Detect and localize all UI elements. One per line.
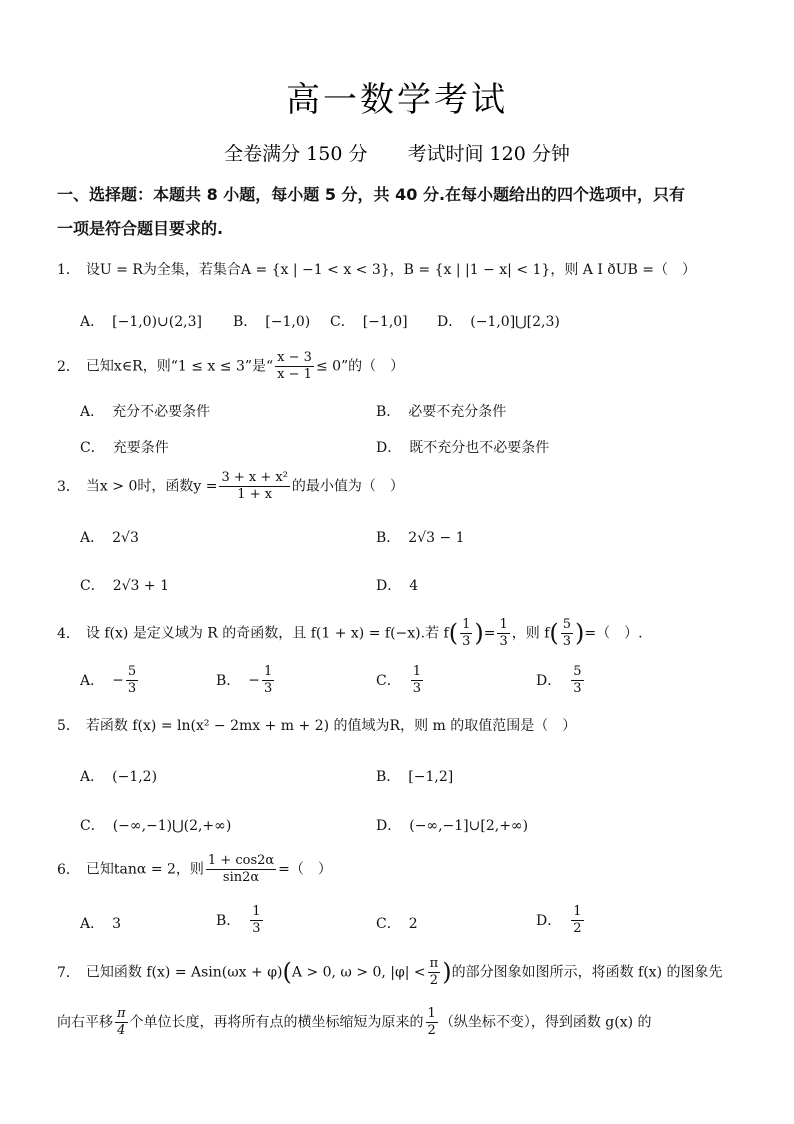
option-letter: C． — [80, 578, 105, 594]
option-letter: C． — [330, 314, 355, 330]
option-letter: A． — [80, 916, 105, 932]
fraction-numerator: x − 3 — [277, 350, 312, 365]
option-c[interactable] — [80, 437, 169, 457]
fraction — [561, 617, 573, 650]
question-stem-part: =（ ）. — [584, 625, 643, 642]
fraction-numerator: 3 + x + x² — [221, 470, 288, 485]
question-number: 5． — [57, 718, 80, 734]
option-text: (−∞,−1)⋃(2,+∞) — [112, 818, 232, 834]
paren: ) — [474, 619, 484, 648]
fraction-denominator: 3 — [412, 681, 421, 696]
fraction-numerator: 1 — [573, 904, 582, 919]
fraction — [428, 956, 441, 989]
fraction-denominator: 1 + x — [237, 487, 273, 502]
option-d[interactable] — [376, 575, 418, 595]
option-c[interactable] — [376, 664, 425, 697]
fraction-numerator: 1 — [499, 617, 508, 632]
question-number: 1． — [57, 262, 80, 278]
section-heading — [57, 178, 747, 246]
fraction — [275, 350, 314, 383]
option-a[interactable] — [80, 766, 157, 786]
option-text: (−1,0]⋃[2,3) — [470, 314, 560, 330]
fraction-numerator: 5 — [127, 664, 137, 679]
option-letter: D． — [376, 818, 402, 834]
question-number: 4． — [57, 625, 80, 642]
question-7 — [57, 956, 747, 989]
option-c[interactable] — [80, 575, 169, 595]
option-letter: A． — [80, 769, 105, 785]
option-b[interactable] — [376, 766, 453, 786]
option-text: 充要条件 — [112, 440, 169, 456]
question-7-line2 — [57, 1006, 747, 1039]
fraction-denominator: 2 — [427, 1023, 436, 1038]
option-letter: B． — [216, 672, 241, 689]
option-b[interactable] — [216, 664, 276, 697]
page-title: 高一数学考试 — [286, 80, 508, 120]
option-c[interactable] — [330, 311, 408, 331]
full-score-text: 全卷满分 150 分 — [224, 143, 368, 165]
option-letter: A． — [80, 404, 105, 420]
option-b[interactable] — [376, 401, 506, 421]
question-number: 7． — [57, 964, 80, 981]
question-number: 2． — [57, 358, 80, 375]
question-stem-part: 已知函数 f(x) = Asin(ωx + φ) — [85, 964, 283, 981]
fraction-denominator: sin2α — [222, 870, 260, 885]
question-number: 6． — [57, 861, 80, 878]
question-stem-part: 已知tanα = 2，则 — [85, 861, 204, 878]
question-stem-part: 当x > 0时，函数y = — [85, 478, 218, 495]
option-d[interactable] — [536, 664, 586, 697]
paren: ) — [575, 619, 585, 648]
fraction-denominator: 3 — [499, 634, 508, 649]
fraction-numerator: 1 — [264, 664, 273, 679]
option-a[interactable] — [80, 311, 202, 331]
option-a[interactable] — [80, 527, 139, 547]
fraction — [262, 664, 274, 697]
question-3 — [57, 470, 747, 503]
fraction-denominator: 3 — [127, 681, 137, 696]
exam-info — [0, 139, 794, 166]
option-letter: D． — [376, 578, 402, 594]
option-b[interactable] — [233, 311, 310, 331]
fraction — [115, 1006, 128, 1039]
option-letter: B． — [376, 530, 401, 546]
fraction-numerator: 5 — [573, 664, 582, 679]
option-d[interactable] — [376, 437, 549, 457]
fraction-numerator: 1 — [252, 904, 261, 919]
paren: ( — [282, 958, 292, 987]
option-letter: C． — [376, 916, 401, 932]
fraction — [206, 853, 276, 886]
question-stem: 若函数 f(x) = ln(x² − 2mx + m + 2) 的值域为R，则 m 的取值范围是（ ） — [85, 718, 577, 734]
fraction-numerator: π — [117, 1006, 126, 1021]
option-a[interactable] — [80, 913, 121, 933]
option-text: 2√3 + 1 — [112, 578, 169, 594]
question-stem-part: ≤ 0”的（ ） — [315, 358, 405, 375]
option-letter: A． — [80, 530, 105, 546]
fraction-denominator: x − 1 — [277, 367, 312, 382]
fraction-denominator: 3 — [252, 921, 261, 936]
section-heading-line1: 一、选择题：本题共 8 小题，每小题 5 分，共 40 分.在每小题给出的四个选项中，只有 — [57, 185, 686, 204]
fraction-denominator: 3 — [462, 634, 471, 649]
option-text: [−1,0) — [265, 314, 311, 330]
option-text: [−1,0)∪(2,3] — [112, 314, 202, 330]
fraction-numerator: 1 — [427, 1006, 436, 1021]
option-text: [−1,0] — [362, 314, 408, 330]
question-6 — [57, 853, 747, 886]
option-text: 充分不必要条件 — [112, 404, 211, 420]
fraction — [571, 664, 583, 697]
fraction — [126, 664, 138, 697]
option-d[interactable] — [376, 815, 528, 835]
question-1 — [57, 262, 747, 279]
option-c[interactable] — [80, 815, 231, 835]
fraction — [411, 664, 423, 697]
option-c[interactable] — [376, 913, 418, 933]
fraction — [460, 617, 472, 650]
option-letter: B． — [233, 314, 258, 330]
fraction — [571, 904, 583, 937]
fraction-numerator: 1 + cos2α — [207, 853, 275, 868]
paren: ) — [442, 958, 452, 987]
exam-time-text: 考试时间 120 分钟 — [407, 143, 570, 165]
option-text: (−∞,−1]∪[2,+∞) — [409, 818, 529, 834]
question-stem-part: 个单位长度，再将所有点的横坐标缩短为原来的 — [129, 1014, 424, 1031]
option-text: 2 — [408, 916, 418, 932]
option-letter: C． — [80, 440, 105, 456]
fraction-denominator: 4 — [117, 1023, 126, 1038]
paren: ( — [448, 619, 459, 648]
fraction-denominator: 2 — [429, 973, 439, 988]
option-text: 2√3 — [112, 530, 139, 546]
fraction — [497, 617, 509, 650]
option-letter: A． — [80, 314, 105, 330]
fraction — [426, 1006, 438, 1039]
option-letter: D． — [376, 440, 402, 456]
option-letter: C． — [376, 672, 401, 689]
question-4 — [57, 617, 747, 650]
question-stem-part: = — [483, 625, 496, 642]
question-stem-part: ，则 f — [511, 625, 550, 642]
fraction-denominator: 2 — [573, 921, 582, 936]
section-heading-line2: 一项是符合题目要求的. — [57, 219, 224, 238]
paren: ( — [549, 619, 559, 648]
fraction — [219, 470, 289, 503]
option-text: 必要不充分条件 — [408, 404, 507, 420]
option-letter: C． — [80, 818, 105, 834]
option-b[interactable] — [216, 904, 265, 937]
fraction-denominator: 3 — [573, 681, 582, 696]
option-d[interactable] — [437, 311, 560, 331]
option-letter: B． — [376, 404, 401, 420]
option-sign: − — [112, 672, 124, 689]
option-text: 2√3 − 1 — [408, 530, 465, 546]
question-stem-part: 向右平移 — [57, 1014, 113, 1031]
question-stem-part: 的最小值为（ ） — [291, 478, 404, 495]
question-number: 3． — [57, 478, 80, 495]
option-text: 4 — [409, 578, 419, 594]
question-stem-part: 设 f(x) 是定义域为 R 的奇函数，且 f(1 + x) = f(−x).若 f — [85, 625, 449, 642]
option-b[interactable] — [376, 527, 465, 547]
option-letter: D． — [437, 314, 463, 330]
option-text: (−1,2) — [112, 769, 158, 785]
option-letter: D． — [536, 672, 562, 689]
option-letter: A． — [80, 672, 105, 689]
question-stem-part: 已知x∈R，则“1 ≤ x ≤ 3”是“ — [85, 358, 274, 375]
option-letter: D． — [536, 912, 562, 929]
option-letter: B． — [216, 912, 241, 929]
question-stem-part: =（ ） — [278, 861, 332, 878]
option-a[interactable] — [80, 664, 140, 697]
option-letter: B． — [376, 769, 401, 785]
option-text: 既不充分也不必要条件 — [409, 440, 550, 456]
fraction-numerator: 1 — [412, 664, 421, 679]
fraction-denominator: 3 — [562, 634, 572, 649]
fraction-numerator: 5 — [562, 617, 572, 632]
question-stem-part: A > 0, ω > 0, |φ| < — [291, 964, 426, 981]
fraction — [250, 904, 262, 937]
fraction-numerator: 1 — [462, 617, 471, 632]
question-stem-part: 的部分图象如图所示，将函数 f(x) 的图象先 — [451, 964, 723, 981]
option-text: [−1,2] — [408, 769, 454, 785]
question-stem: 设U = R为全集，若集合A = {x | −1 < x < 3}，B = {x | |1 − x| < 1}，则 A I ðUB =（ ） — [85, 262, 697, 278]
fraction-denominator: 3 — [264, 681, 273, 696]
option-d[interactable] — [536, 904, 586, 937]
option-text: 3 — [112, 916, 122, 932]
question-2 — [57, 350, 747, 383]
question-5 — [57, 718, 747, 735]
option-sign: − — [248, 672, 261, 689]
option-a[interactable] — [80, 401, 210, 421]
question-stem-part: （纵坐标不变），得到函数 g(x) 的 — [439, 1014, 652, 1031]
fraction-numerator: π — [429, 956, 439, 971]
